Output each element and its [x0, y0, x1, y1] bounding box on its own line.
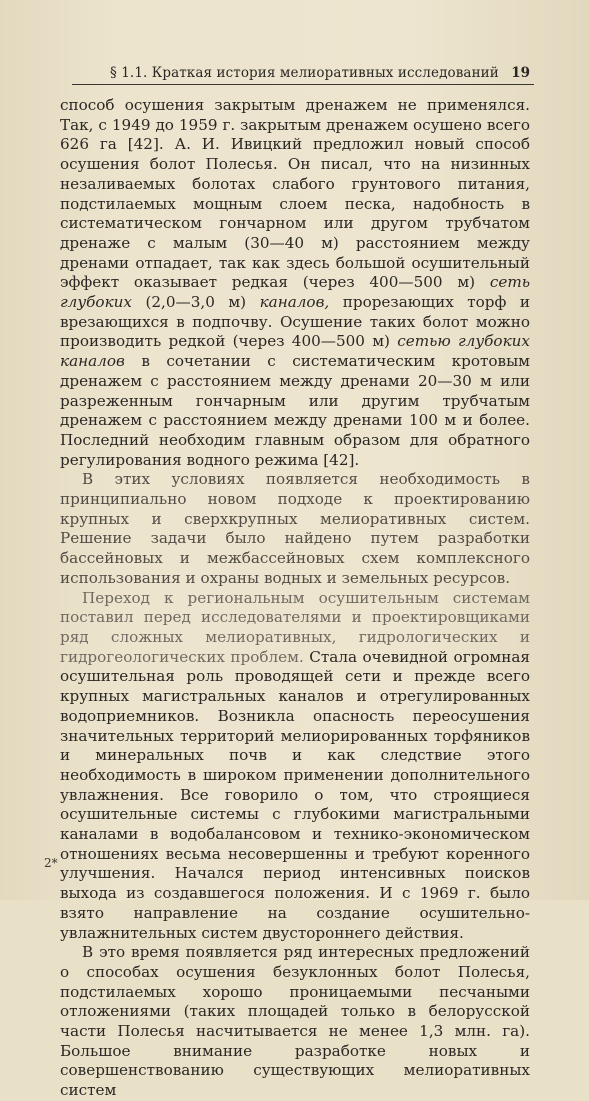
paragraph-2 — [60, 470, 530, 588]
text-run: прорезающих торф и врезающихся в подпочву. Осушение таких болот можно производить редкой (через 400—500 м) — [60, 293, 531, 351]
italic-run: сеть глубоких — [60, 273, 530, 312]
paragraph-3 — [60, 589, 530, 944]
italic-run: каналов, — [259, 293, 330, 312]
text-run: в сочетании с систематическим кротовым дренажем с расстоянием между дренами 20—30 м или разреженным гончарным или другим трубчатым дренажем с расстоянием между дренами 100 м и более. Последний необходим главным образом для обратного регулирования водного режима [42]. — [60, 352, 530, 469]
text-run: способ осушения закрытым дренажем не применялся. Так, с 1949 до 1959 г. закрытым дренажем осушено всего 626 га [42]. А. И. Ивицкий предложил новый способ осушения болот Полесья. Он писал, что на низинных незаливаемых болотах слабого грунтового питания, подстилаемых мощным слоем песка, надобность в систематическом гончарном или другом трубчатом дренаже с малым (30—40 м) расстоянием между дренами отпадает, так как здесь большой осушительный эффект оказывает редкая (через 400—500 м) — [60, 96, 530, 292]
text-run: Переход к региональным осушительным системам поставил перед исследователями и проектировщиками ряд сложных мелиоративных, гидрологических и гидрогеологических проблем. — [60, 588, 530, 666]
text-run: Стала очевидной огромная осушительная роль проводящей сети и прежде всего крупных магистральных каналов и отрегулированных водоприемников. Возникла опасность переосушения значительных территорий мелиорированных торфяников и минеральных почв и как следствие этого необходимость в широком применении дополнительного увлажнения. Все говорило о том, что строящиеся осушительные системы с глубокими магистральными каналами в водобалансовом и технико-экономическом отношениях весьма несовершенны и требуют коренного улучшения. Начался период интенсивных поисков выхода из создавшегося положения. И с 1969 г. было взято направление на создание осушительно-увлажнительных систем двустороннего действия. — [60, 647, 530, 942]
italic-run: сетью глубоких каналов — [60, 332, 530, 371]
text-run: В это время появляется ряд интересных предложений о способах осушения безуклонных болот Полесья, подстилаемых хорошо проницаемыми песчаными отложениями (таких площадей только в белорусской части Полесья насчитывается не менее 1,3 млн. га). Большое внимание разработке новых и совершенствованию существующих мелиоративных систем — [60, 943, 530, 1100]
signature-mark: 2* — [44, 856, 58, 870]
text-run: (2,0—3,0 м) — [132, 293, 260, 312]
text-run: В этих условиях появляется необходимость в принципиально новом подходе к проектированию крупных и сверхкрупных мелиоративных систем. Решение задачи было найдено путем разработки бассейновых и межбассейновых схем комплексного использования и охраны водных и земельных ресурсов. — [60, 470, 530, 587]
paragraph-4 — [60, 943, 530, 1101]
page-number: 19 — [511, 65, 530, 81]
paragraph-1 — [60, 96, 530, 470]
running-header — [72, 62, 534, 85]
body-text — [60, 96, 530, 1101]
section-title: § 1.1. Краткая история мелиоративных исследований — [110, 65, 499, 81]
